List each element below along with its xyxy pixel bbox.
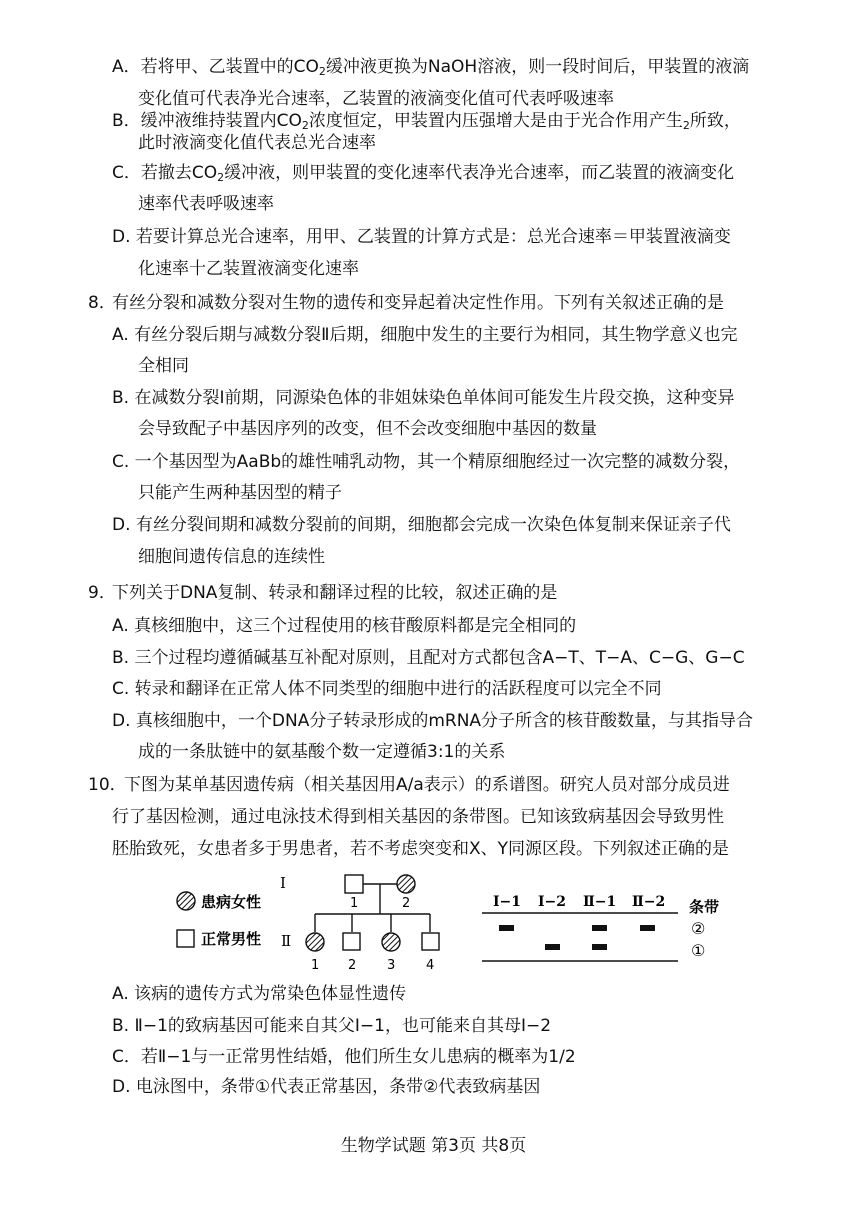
legend-normal-male-symbol <box>177 930 194 947</box>
gel-lane-label-II-2: Ⅱ−2 <box>632 894 666 910</box>
q10-option-c: C．若Ⅱ−1与一正常男性结婚，他们所生女儿患病的概率为1/2 <box>112 1047 576 1067</box>
q10-figure-svg <box>160 868 760 978</box>
pedigree-II-3-number: 3 <box>387 958 396 973</box>
q8-number: 8． <box>88 293 116 313</box>
q8-option-a-line1: A. 有丝分裂后期与减数分裂Ⅱ后期，细胞中发生的主要行为相同，其生物学意义也完 <box>112 325 738 345</box>
gel-band-II-1-top <box>592 925 607 931</box>
gel-lane-label-I-2: Ⅰ−2 <box>538 894 567 910</box>
q10-number: 10． <box>88 775 127 795</box>
q8-option-c-line2: 只能产生两种基因型的精子 <box>138 483 342 503</box>
q9-stem: 下列关于DNA复制、转录和翻译过程的比较，叙述正确的是 <box>112 583 558 603</box>
q7-option-b-line1: B．缓冲液维持装置内$CO_2$浓度恒定，甲装置内压强增大是由于光合作用产生$_2$所致， <box>112 111 741 132</box>
q10-figure <box>160 868 760 978</box>
pedigree-II-4-number: 4 <box>426 958 435 973</box>
generation-II-label: Ⅱ <box>281 932 292 950</box>
q10-option-d: D. 电泳图中，条带①代表正常基因，条带②代表致病基因 <box>112 1077 541 1097</box>
q10-option-b: B. Ⅱ−1的致病基因可能来自其父Ⅰ−1，也可能来自其母Ⅰ−2 <box>112 1016 552 1036</box>
q10-stem-line3: 胚胎致死，女患者多于男患者，若不考虑突变和X、Y同源区段。下列叙述正确的是 <box>112 839 730 859</box>
q9-option-d-line2: 成的一条肽链中的氨基酸个数一定遵循3:1的关系 <box>138 742 506 762</box>
gel-band-title: 条带 <box>689 898 720 916</box>
gel-band-label-1: ① <box>691 941 706 960</box>
q7-option-a-line2: 变化值可代表净光合速率，乙装置的液滴变化值可代表呼吸速率 <box>138 89 614 109</box>
gel-lane-label-II-1: Ⅱ−1 <box>583 894 617 910</box>
q7-option-c-line2: 速率代表呼吸速率 <box>138 194 274 214</box>
legend-normal-male-label: 正常男性 <box>201 930 262 948</box>
q8-option-b-line1: B. 在减数分裂Ⅰ前期，同源染色体的非姐妹染色单体间可能发生片段交换，这种变异 <box>112 388 735 408</box>
gel-band-II-2-top <box>640 925 655 931</box>
pedigree-II-1-affected-female <box>306 933 324 951</box>
gel-band-I-1-top <box>499 925 514 931</box>
gel-lane-label-I-1: Ⅰ−1 <box>493 894 522 910</box>
q8-option-d-line2: 细胞间遗传信息的连续性 <box>138 547 325 567</box>
pedigree-I-1-number: 1 <box>350 896 359 911</box>
gel-band-I-2-bottom <box>545 944 560 950</box>
pedigree-I-2-number: 2 <box>402 896 411 911</box>
q7-option-c-line1: C．若撤去$CO_2$缓冲液，则甲装置的变化速率代表净光合速率，而乙装置的液滴变化 <box>112 163 735 184</box>
pedigree-I-1-male <box>345 875 363 893</box>
pedigree-II-3-affected-female <box>382 933 400 951</box>
q10-option-a: A. 该病的遗传方式为常染色体显性遗传 <box>112 984 407 1004</box>
q7-option-d-line2: 化速率十乙装置液滴变化速率 <box>138 259 359 279</box>
gel-band-label-2: ② <box>691 919 706 938</box>
q9-option-d-line1: D. 真核细胞中，一个DNA分子转录形成的mRNA分子所含的核苷酸数量，与其指导合 <box>112 711 754 731</box>
q9-number: 9． <box>88 583 116 603</box>
pedigree-II-2-male <box>343 933 360 950</box>
q8-option-d-line1: D. 有丝分裂间期和减数分裂前的间期，细胞都会完成一次染色体复制来保证亲子代 <box>112 515 731 535</box>
q9-option-c: C. 转录和翻译在正常人体不同类型的细胞中进行的活跃程度可以完全不同 <box>112 679 662 699</box>
gel-band-II-1-bottom <box>592 944 607 950</box>
q7-option-a-line1: A．若将甲、乙装置中的$CO_2$缓冲液更换为NaOH溶液，则一段时间后，甲装置的液滴 <box>112 57 750 78</box>
pedigree-II-2-number: 2 <box>348 958 357 973</box>
q10-stem-line2: 行了基因检测，通过电泳技术得到相关基因的条带图。已知该致病基因会导致男性 <box>112 807 724 827</box>
generation-I-label: Ⅰ <box>280 874 286 892</box>
q8-stem: 有丝分裂和减数分裂对生物的遗传和变异起着决定性作用。下列有关叙述正确的是 <box>112 293 724 313</box>
pedigree-II-4-male <box>422 933 439 950</box>
page-footer: 生物学试题 第3页 共8页 <box>340 1136 527 1156</box>
pedigree-I-2-affected-female <box>397 875 415 893</box>
q8-option-b-line2: 会导致配子中基因序列的改变，但不会改变细胞中基因的数量 <box>138 419 597 439</box>
q8-option-c-line1: C. 一个基因型为AaBb的雄性哺乳动物，其一个精原细胞经过一次完整的减数分裂， <box>112 452 741 472</box>
q7-option-b-line2: 此时液滴变化值代表总光合速率 <box>138 133 376 153</box>
q8-option-a-line2: 全相同 <box>138 356 189 376</box>
legend-affected-female-symbol <box>177 892 195 910</box>
q10-stem-line1: 下图为某单基因遗传病（相关基因用A/a表示）的系谱图。研究人员对部分成员进 <box>124 775 730 795</box>
q7-option-d-line1: D. 若要计算总光合速率，用甲、乙装置的计算方式是：总光合速率＝甲装置液滴变 <box>112 227 731 247</box>
q9-option-b: B. 三个过程均遵循碱基互补配对原则，且配对方式都包含A−T、T−A、C−G、G−C <box>112 648 745 668</box>
legend-affected-female-label: 患病女性 <box>201 893 262 911</box>
q9-option-a: A. 真核细胞中，这三个过程使用的核苷酸原料都是完全相同的 <box>112 616 577 636</box>
pedigree-II-1-number: 1 <box>311 958 320 973</box>
